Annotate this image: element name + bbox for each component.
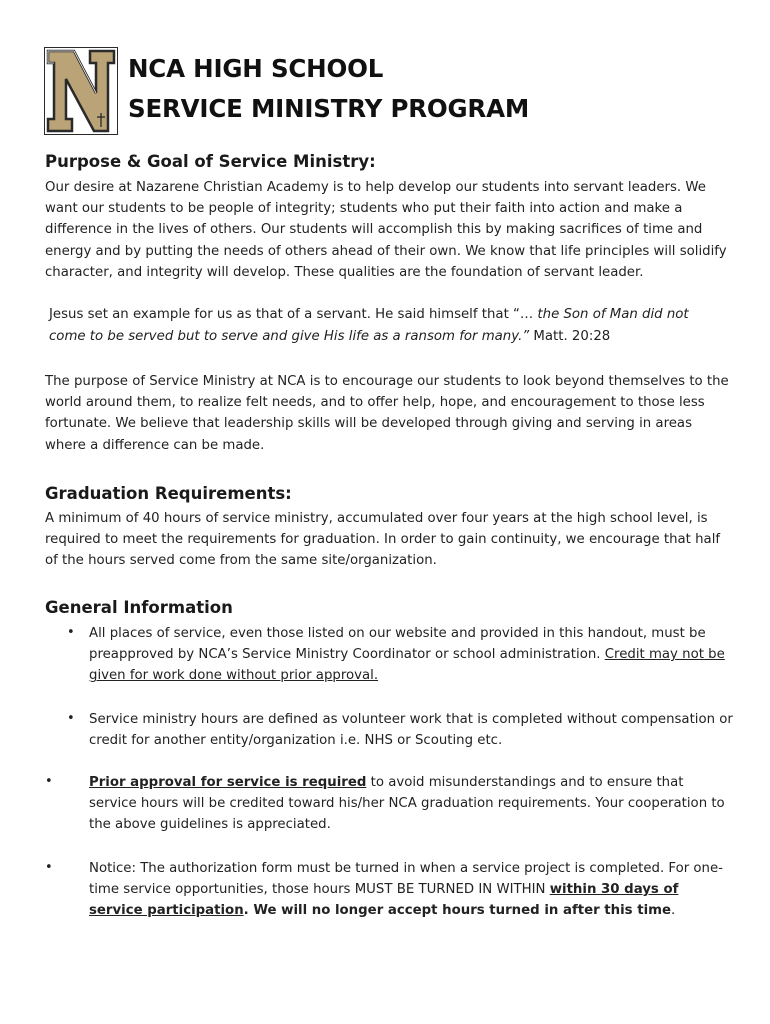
item-1-text: All places of service, even those listed on our website and provided in this handout, must be preapproved by NCA’s Service Ministry Coordinator or school administration. xyxy=(89,626,706,663)
item-4-bold: . We will no longer accept hours turned in after this time xyxy=(243,903,672,919)
graduation-paragraph: A minimum of 40 hours of service ministry, accumulated over four years at the high school level, is required to meet the requirements for graduation. In order to gain continuity, we encourage that half of the hours served come from the same site/organization. xyxy=(45,511,721,569)
item-4-bold-underlined: within 30 days of service participation xyxy=(89,882,679,919)
scripture-quote xyxy=(49,304,729,348)
general-item-1 xyxy=(89,623,735,687)
item-4-text: Notice: The authorization form must be turned in when a service project is completed. For one-time service opportunities, those hours MUST BE TURNED IN WITHIN xyxy=(89,861,723,898)
bullet-3: • xyxy=(45,774,53,789)
purpose-heading: Purpose & Goal of Service Ministry: xyxy=(45,152,376,171)
title-line-2: SERVICE MINISTRY PROGRAM xyxy=(128,94,530,123)
graduation-heading: Graduation Requirements: xyxy=(45,484,292,503)
general-heading: General Information xyxy=(45,598,233,617)
bullet-4: • xyxy=(45,860,53,875)
item-4-end: . xyxy=(671,903,676,919)
general-item-4 xyxy=(89,858,735,922)
quote-text: the Son of Man did not come to be served but to serve and give His life as a ransom for many.” xyxy=(49,307,689,344)
general-item-2: Service ministry hours are defined as volunteer work that is completed without compensation or credit for another entity/organization i.e. NHS or Scouting etc. xyxy=(89,712,733,749)
bullet-1: • xyxy=(67,625,75,640)
title-line-1: NCA HIGH SCHOOL xyxy=(128,54,384,83)
quote-reference: Matt. 20:28 xyxy=(529,329,611,344)
purpose-paragraph: Our desire at Nazarene Christian Academy is to help develop our students into servant leaders. We want our students to be people of integrity; students who put their faith into action and make a difference in the lives of others. Our students will accomplish this by making sacrifices of time and energy and by putting the needs of others ahead of their own. We know that life principles will solidify character, and integrity will develop. These qualities are the foundation of servant leader. xyxy=(45,180,727,280)
item-1-underlined: Credit may not be given for work done without prior approval. xyxy=(89,647,725,684)
purpose-statement-paragraph: The purpose of Service Ministry at NCA is to encourage our students to look beyond themselves to the world around them, to realize felt needs, and to offer help, hope, and encouragement to those less fortunate. We believe that leadership skills will be developed through giving and serving in areas where a difference can be made. xyxy=(45,374,729,453)
item-3-bold-underlined: Prior approval for service is required xyxy=(89,775,367,790)
bullet-2: • xyxy=(67,711,75,726)
general-item-3 xyxy=(89,772,735,836)
quote-intro: Jesus set an example for us as that of a servant. He said himself that “… xyxy=(49,307,538,322)
item-3-text: to avoid misunderstandings and to ensure that service hours will be credited toward his/her NCA graduation requirements. Your cooperation to the above guidelines is appreciated. xyxy=(89,775,725,833)
school-logo xyxy=(44,47,118,135)
